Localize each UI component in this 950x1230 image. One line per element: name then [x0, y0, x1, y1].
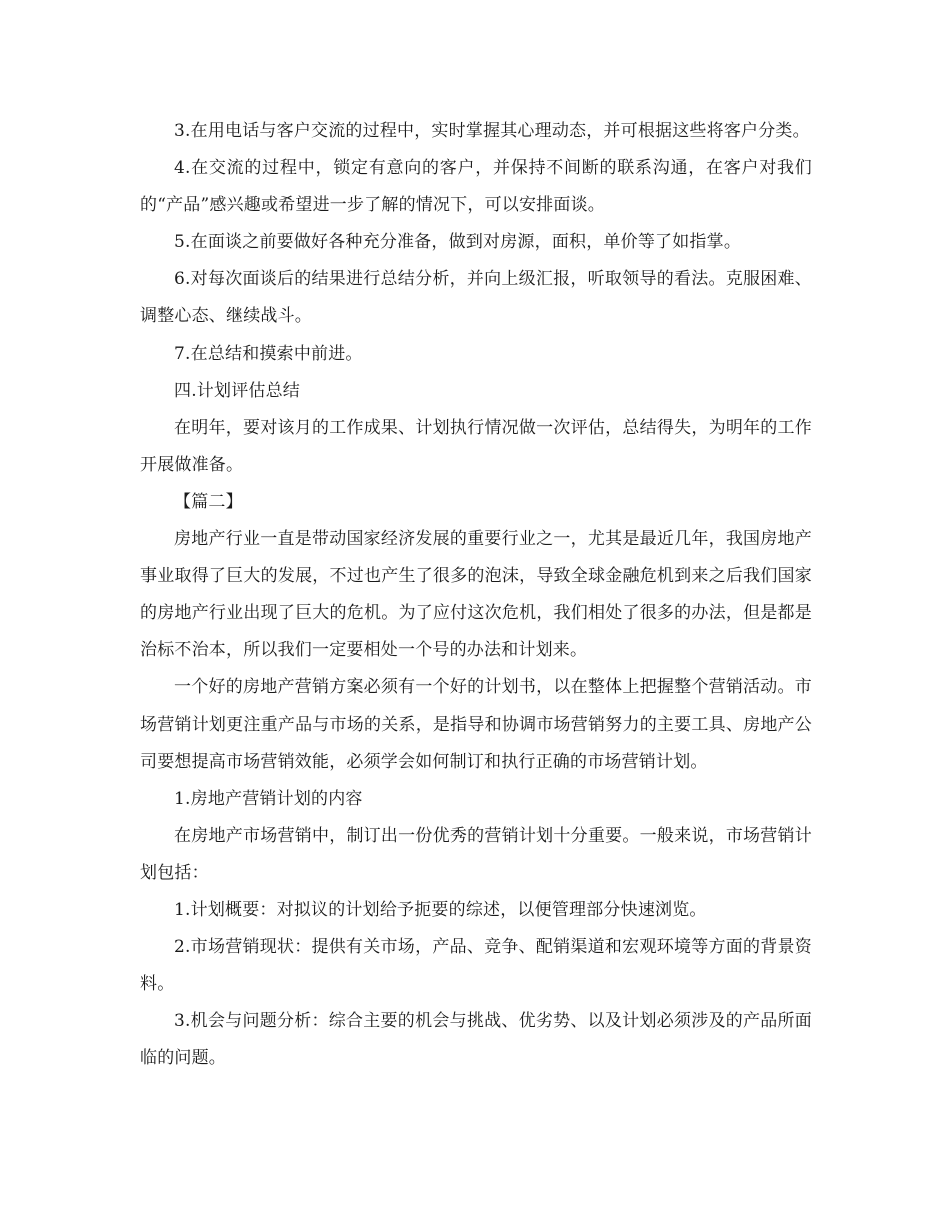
document-body	[140, 113, 812, 1077]
section-heading-plan-evaluation: 四.计划评估总结	[174, 380, 301, 401]
list-item-opportunity-analysis: 3.机会与问题分析：综合主要的机会与挑战、优劣势、以及计划必须涉及的产品所面临的问题。	[140, 1011, 812, 1069]
paragraph-plan-includes: 在房地产市场营销中，制订出一份优秀的营销计划十分重要。一般来说，市场营销计划包括：	[140, 825, 812, 883]
paragraph-marketing-plan-importance: 一个好的房地产营销方案必须有一个好的计划书，以在整体上把握整个营销活动。市场营销计划更注重产品与市场的关系，是指导和协调市场营销努力的主要工具、房地产公司要想提高市场营销效能，必须学会如何制订和执行正确的市场营销计划。	[140, 677, 812, 772]
section-heading-plan-content: 1.房地产营销计划的内容	[174, 788, 363, 809]
paragraph-evaluation-next-year: 在明年，要对该月的工作成果、计划执行情况做一次评估，总结得失，为明年的工作开展做准备。	[140, 417, 812, 475]
paragraph-5-prepare-interview: 5.在面谈之前要做好各种充分准备，做到对房源，面积，单价等了如指掌。	[174, 232, 742, 253]
list-item-plan-summary: 1.计划概要：对拟议的计划给予扼要的综述，以便管理部分快速浏览。	[174, 899, 707, 920]
paragraph-3-client-classification: 3.在用电话与客户交流的过程中，实时掌握其心理动态，并可根据这些将客户分类。	[174, 121, 810, 141]
section-heading-part-two: 【篇二】	[174, 491, 243, 512]
paragraph-4-lock-intent-clients: 4.在交流的过程中，锁定有意向的客户，并保持不间断的联系沟通，在客户对我们的“产品”感兴趣或希望进一步了解的情况下，可以安排面谈。	[140, 158, 812, 216]
paragraph-6-summarize-report: 6.对每次面谈后的结果进行总结分析，并向上级汇报，听取领导的看法。克服困难、调整心态、继续战斗。	[140, 269, 812, 327]
paragraph-7-progress: 7.在总结和摸索中前进。	[174, 343, 363, 364]
list-item-market-status: 2.市场营销现状：提供有关市场，产品、竞争、配销渠道和宏观环境等方面的背景资料。	[140, 937, 812, 995]
paragraph-industry-overview: 房地产行业一直是带动国家经济发展的重要行业之一，尤其是最近几年，我国房地产事业取得了巨大的发展，不过也产生了很多的泡沫，导致全球金融危机到来之后我们国家的房地产行业出现了巨大的危机。为了应付这次危机，我们相处了很多的办法，但是都是治标不治本，所以我们一定要相处一个号的办法和计划来。	[140, 529, 812, 661]
